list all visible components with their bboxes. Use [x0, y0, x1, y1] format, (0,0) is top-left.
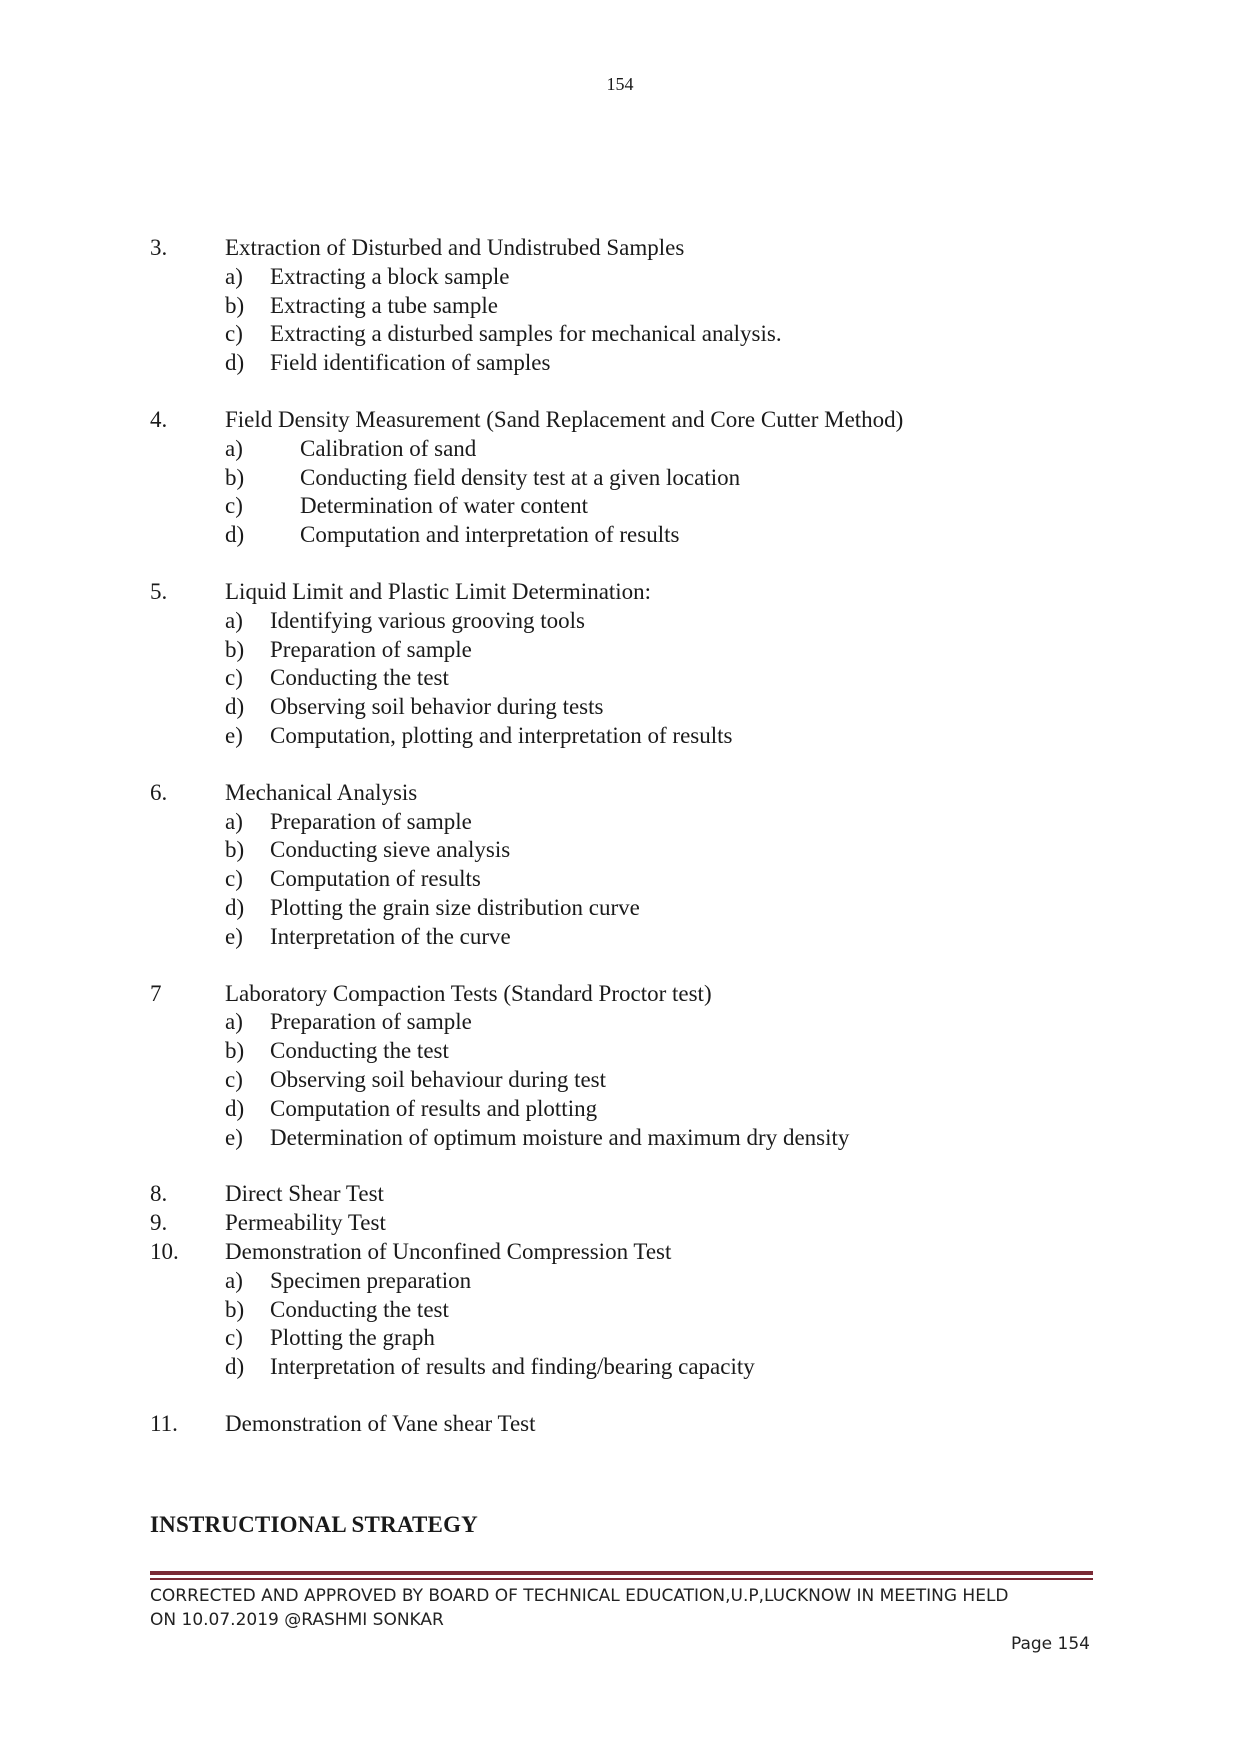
section-5	[150, 578, 1110, 751]
item-letter: b)	[225, 292, 245, 318]
item-text: Plotting the graph	[270, 1325, 435, 1351]
item-text: Conducting the test	[270, 1296, 449, 1322]
list-item	[150, 349, 1110, 378]
section-number: 10.	[150, 1238, 179, 1264]
item-letter: a)	[225, 808, 243, 834]
section-6	[150, 779, 1110, 952]
item-text: Identifying various grooving tools	[270, 607, 585, 633]
section-9	[150, 1209, 1110, 1238]
list-item	[150, 865, 1110, 894]
list-item	[150, 836, 1110, 865]
section-4	[150, 406, 1110, 550]
item-text: Specimen preparation	[270, 1267, 472, 1293]
item-text: Interpretation of the curve	[270, 923, 511, 949]
section-11	[150, 1410, 1110, 1439]
item-letter: c)	[225, 866, 243, 892]
footer-note	[150, 1584, 1093, 1632]
item-text: Determination of optimum moisture and maximum dry density	[270, 1124, 850, 1150]
section-title: Extraction of Disturbed and Undistrubed Samples	[225, 235, 685, 260]
list-item	[150, 693, 1110, 722]
section-title: Mechanical Analysis	[225, 779, 418, 805]
section-number: 5.	[150, 578, 168, 604]
item-text: Field identification of samples	[270, 350, 551, 376]
list-item	[150, 320, 1110, 349]
list-item	[150, 722, 1110, 751]
list-item	[150, 894, 1110, 923]
item-text: Determination of water content	[300, 493, 589, 519]
section-heading-line	[150, 980, 1110, 1009]
section-title: Field Density Measurement (Sand Replacement and Core Cutter Method)	[225, 406, 904, 432]
list-item	[150, 1066, 1110, 1095]
item-letter: e)	[225, 923, 243, 949]
item-text: Extracting a disturbed samples for mechanical analysis.	[270, 321, 782, 347]
section-8	[150, 1180, 1110, 1209]
item-letter: a)	[225, 1009, 243, 1035]
section-heading-line	[150, 779, 1110, 808]
item-text: Observing soil behaviour during test	[270, 1066, 607, 1092]
item-letter: b)	[225, 1296, 245, 1322]
item-text: Computation, plotting and interpretation of results	[270, 722, 733, 748]
list-item	[150, 1037, 1110, 1066]
item-letter: c)	[225, 493, 243, 519]
item-text: Preparation of sample	[270, 636, 472, 662]
footer-line-1: CORRECTED AND APPROVED BY BOARD OF TECHNICAL EDUCATION,U.P,LUCKNOW IN MEETING HELD	[150, 1586, 1009, 1606]
item-letter: b)	[225, 837, 245, 863]
list-item	[150, 492, 1110, 521]
list-item	[150, 607, 1110, 636]
list-item	[150, 464, 1110, 493]
section-number: 11.	[150, 1410, 178, 1436]
item-letter: a)	[225, 435, 243, 461]
item-letter: a)	[225, 607, 243, 633]
item-letter: b)	[225, 464, 245, 490]
item-text: Conducting the test	[270, 1038, 449, 1064]
footer-line-2: ON 10.07.2019 @RASHMI SONKAR	[150, 1610, 444, 1630]
item-letter: d)	[225, 1354, 245, 1380]
item-letter: e)	[225, 1124, 243, 1150]
section-number: 4.	[150, 406, 168, 432]
item-letter: b)	[225, 1038, 245, 1064]
instructional-strategy-heading: INSTRUCTIONAL STRATEGY	[150, 1512, 478, 1537]
section-heading-line	[150, 1410, 1110, 1439]
list-item	[150, 636, 1110, 665]
page-number-top: 154	[606, 74, 634, 94]
section-title: Demonstration of Vane shear Test	[225, 1410, 536, 1436]
section-heading-line	[150, 234, 1110, 263]
section-title: Laboratory Compaction Tests (Standard Proctor test)	[225, 980, 712, 1006]
item-letter: d)	[225, 522, 245, 548]
section-7	[150, 980, 1110, 1153]
section-3	[150, 234, 1110, 378]
list-item	[150, 521, 1110, 550]
section-10	[150, 1238, 1110, 1267]
section-heading-line	[150, 578, 1110, 607]
item-letter: c)	[225, 665, 243, 691]
item-letter: c)	[225, 1066, 243, 1092]
list-item	[150, 1095, 1110, 1124]
list-item	[150, 923, 1110, 952]
item-text: Observing soil behavior during tests	[270, 694, 604, 720]
section-number: 7	[150, 980, 162, 1006]
item-letter: d)	[225, 694, 245, 720]
list-item	[150, 1267, 1110, 1296]
section-title: Direct Shear Test	[225, 1181, 384, 1207]
section-number: 3.	[150, 235, 168, 260]
footer-rule-thin	[150, 1578, 1093, 1580]
list-item	[150, 1353, 1110, 1382]
list-item	[150, 1008, 1110, 1037]
item-text: Conducting sieve analysis	[270, 837, 511, 863]
item-text: Extracting a tube sample	[270, 292, 499, 318]
list-item	[150, 435, 1110, 464]
section-title: Permeability Test	[225, 1210, 386, 1236]
item-letter: d)	[225, 350, 245, 376]
item-letter: c)	[225, 321, 243, 347]
item-letter: e)	[225, 722, 243, 748]
list-item	[150, 808, 1110, 837]
item-text: Conducting field density test at a given location	[300, 464, 741, 490]
list-item	[150, 1124, 1110, 1153]
item-text: Conducting the test	[270, 665, 449, 691]
list-item	[150, 263, 1110, 292]
item-letter: a)	[225, 263, 243, 289]
item-letter: d)	[225, 894, 245, 920]
item-text: Calibration of sand	[300, 435, 477, 461]
item-text: Plotting the grain size distribution curve	[270, 894, 640, 920]
item-letter: c)	[225, 1325, 243, 1351]
item-text: Preparation of sample	[270, 1009, 472, 1035]
section-heading-line	[150, 406, 1110, 435]
section-number: 6.	[150, 779, 168, 805]
item-letter: a)	[225, 1267, 243, 1293]
item-letter: d)	[225, 1095, 245, 1121]
footer-page-number: Page 154	[1010, 1634, 1090, 1654]
section-number: 9.	[150, 1210, 168, 1236]
item-text: Computation of results and plotting	[270, 1095, 598, 1121]
item-text: Computation and interpretation of results	[300, 522, 680, 548]
list-item	[150, 664, 1110, 693]
section-title: Liquid Limit and Plastic Limit Determination:	[225, 578, 652, 604]
practical-list	[150, 234, 1110, 1439]
list-item	[150, 292, 1110, 321]
item-text: Preparation of sample	[270, 808, 472, 834]
item-text: Interpretation of results and finding/bearing capacity	[270, 1354, 755, 1380]
item-text: Extracting a block sample	[270, 263, 510, 289]
footer-rule-thick	[150, 1571, 1093, 1575]
section-number: 8.	[150, 1181, 168, 1207]
section-title: Demonstration of Unconfined Compression Test	[225, 1238, 672, 1264]
item-letter: b)	[225, 636, 245, 662]
list-item	[150, 1296, 1110, 1325]
list-item	[150, 1324, 1110, 1353]
section-8-10	[150, 1180, 1110, 1382]
item-text: Computation of results	[270, 866, 481, 892]
